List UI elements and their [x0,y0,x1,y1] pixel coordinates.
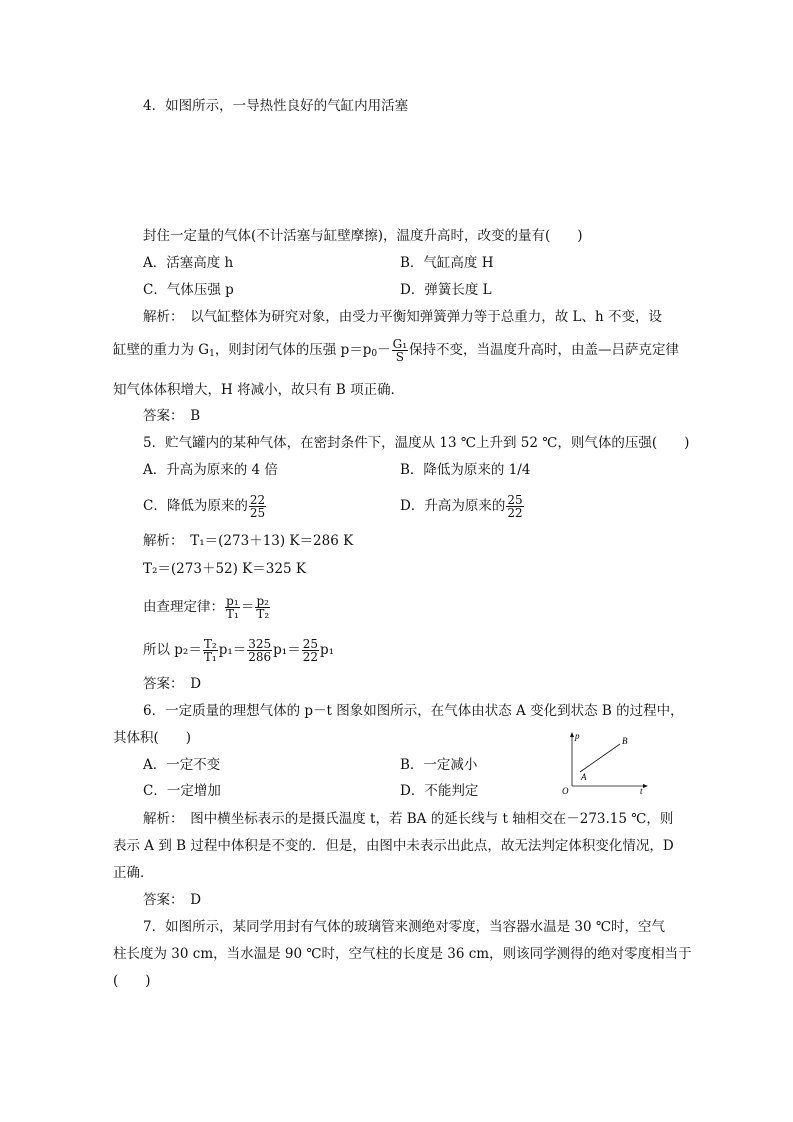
q5-calc-mid-1: p₁＝ [218,642,247,658]
q5-option-d-denominator: 22 [507,506,523,520]
q6-option-b: B．一定减小 [400,757,478,773]
q4-sol2-part-d: 保持不变，当温度升高时，由盖—吕萨克定律 [409,342,680,358]
q5-stem: 5．贮气罐内的某种气体，在密封条件下，温度从 13 ℃上升到 52 ℃，则气体的压强( ) [143,435,690,451]
q4-solution-line-3: 知气体体积增大，H 将减小，故只有 B 项正确． [113,382,405,398]
graph-x-label: t [640,786,643,795]
q5-solution-line-1: 解析： T₁＝(273＋13) K＝286 K [143,533,354,549]
q6-stem-line-2: 其体积( ) [113,730,192,746]
q5-law-f2-den: T₂ [256,607,270,621]
ab-line [580,744,620,772]
q5-law-f2-num: p₂ [256,594,269,608]
q5-calc-f3-num: 25 [302,637,318,651]
q5-calc-f1-num: T₂ [203,637,217,651]
q5-calc-f3-den: 22 [302,650,318,664]
q5-so-p2: 所以 p₂＝ [143,642,202,658]
q5-calc-f2-num: 325 [248,637,272,651]
q5-calc-mid-2: p₁＝ [273,642,301,658]
q5-option-c-denominator: 25 [249,506,266,520]
q4-option-a: A．活塞高度 h [143,255,234,271]
graph-point-b-label: B [622,736,628,746]
q5-option-c [143,494,267,519]
q5-law-f1-num: p₁ [226,594,239,608]
q5-calc-f1-den: T₁ [203,650,217,664]
q4-fraction-denominator: S [395,350,404,364]
q6-option-a: A．一定不变 [143,757,221,773]
q5-option-d-fraction [506,494,523,519]
q5-charles-law-label: 由查理定律： [143,599,224,615]
q5-solution-line-2: T₂＝(273＋52) K＝325 K [143,561,306,577]
q5-option-b: B．降低为原来的 1/4 [400,462,531,478]
q6-option-d: D．不能判定 [400,783,479,799]
q6-solution-line-2: 表示 A 到 B 过程中体积是不变的．但是，由图中未表示出此点，故无法判定体积变化情况，D [113,838,674,854]
q4-stem: 封住一定量的气体(不计活塞与缸壁摩擦)，温度升高时，改变的量有( ) [143,228,583,244]
q4-option-c: C．气体压强 p [143,282,234,298]
graph-origin-label: O [562,786,569,795]
q4-solution-line-2 [113,338,679,363]
q5-option-d [400,494,525,519]
q4-sol2-subscript-1: 1 [209,349,215,359]
q4-sol2-subscript-0: 0 [371,349,378,359]
q5-law-f1-den: T₁ [226,607,239,621]
q5-option-d-numerator: 25 [507,493,523,507]
q4-pressure-fraction [392,338,408,363]
graph-point-a-label: A [581,772,587,782]
q5-option-c-numerator: 22 [249,493,266,507]
q4-sol2-part-a: 缸壁的重力为 G [113,342,210,358]
q5-law-fraction-1 [225,595,240,620]
q5-calc-fraction-3 [302,638,319,663]
q4-option-b: B．气缸高度 H [400,255,494,271]
q5-option-c-fraction [249,494,266,519]
q5-option-d-text: D．升高为原来的 [400,498,506,514]
q5-option-a: A．升高为原来的 4 倍 [143,462,278,478]
q5-calc-end: p₁ [320,642,335,658]
q4-solution-line-1: 解析： 以气缸整体为研究对象，由受力平衡知弹簧弹力等于总重力，故 L、h 不变，设 [143,309,662,325]
graph-y-label: p [575,731,580,741]
q4-fraction-numerator: G₁ [392,337,408,351]
q7-line-3: ( ) [113,973,151,989]
p-t-graph [560,730,650,795]
q4-heading: 4．如图所示，一导热性良好的气缸内用活塞 [143,98,409,114]
q4-option-d: D．弹簧长度 L [400,282,492,298]
q6-stem-line-1: 6．一定质量的理想气体的 p－t 图象如图所示，在气体由状态 A 变化到状态 B 的过程中， [143,703,684,719]
q4-sol2-minus: － [377,342,391,358]
q5-law-equals: ＝ [240,599,255,615]
q6-solution-line-3: 正确． [113,865,154,881]
q5-solution-line-3 [143,595,271,620]
q6-answer: 答案： D [143,892,202,908]
q5-solution-line-4 [143,638,334,663]
q5-answer: 答案： D [143,676,202,692]
q4-answer: 答案： B [143,408,201,424]
p-axis-arrow [570,732,574,737]
t-axis-arrow [643,784,648,788]
q6-option-c: C．一定增加 [143,783,221,799]
q6-solution-line-1: 解析： 图中横坐标表示的是摄氏温度 t，若 BA 的延长线与 t 轴相交在－273.15 ℃，则 [143,811,674,827]
q5-law-fraction-2 [255,595,270,620]
q5-calc-f2-den: 286 [248,650,272,664]
q7-line-1: 7．如图所示，某同学用封有气体的玻璃管来测绝对零度，当容器水温是 30 ℃时，空气 [143,919,665,935]
q5-calc-fraction-2 [247,638,272,663]
q7-line-2: 柱长度为 30 cm，当水温是 90 ℃时，空气柱的长度是 36 cm，则该同学测得的绝对零度相当于 [113,946,692,962]
q5-calc-fraction-1 [203,638,218,663]
q4-sol2-part-b: ，则封闭气体的压强 p＝p [214,342,372,358]
q5-option-c-text: C．降低为原来的 [143,498,248,514]
